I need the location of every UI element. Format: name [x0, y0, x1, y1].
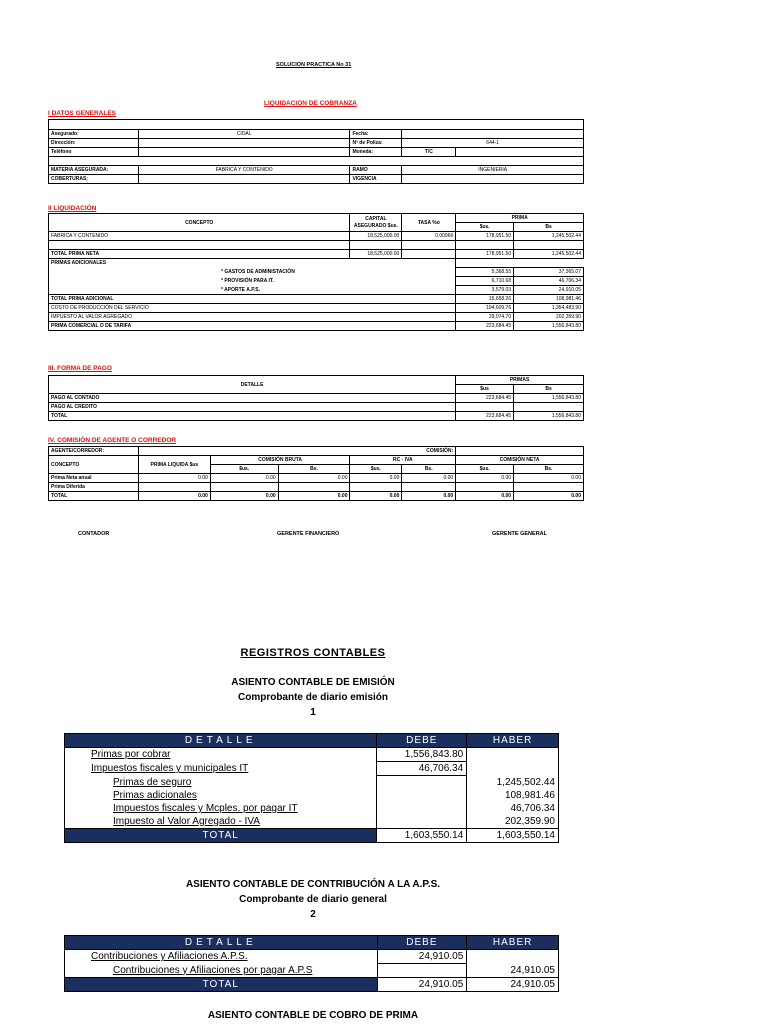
com-cell: 0.00 [210, 474, 278, 483]
telefono-label: Teléfono [49, 148, 139, 157]
fp-header-detalle: DETALLE [49, 376, 456, 394]
tc-value [456, 148, 584, 157]
account-name: Primas de seguro [113, 776, 192, 788]
liq-total-bs: 1,245,502.44 [514, 250, 584, 259]
com-cell: 0.00 [278, 474, 350, 483]
comision-label: COMISIÓN: [138, 447, 455, 456]
liq-capital: 18,525,000.00 [350, 232, 402, 241]
fp-credito-label: PAGO AL CREDITO [49, 403, 456, 412]
com-header-sus: $us. [350, 465, 402, 474]
com-header-rc: RC - IVA [350, 456, 456, 465]
com-cell [350, 483, 402, 492]
comision-table [48, 446, 584, 501]
coberturas-label: COBERTURAS: [49, 175, 139, 184]
materia-label: MATERIA ASEGURADA: [49, 166, 139, 175]
com-cell: TOTAL [49, 492, 139, 501]
com-cell: 0.00 [210, 492, 278, 501]
com-cell: 0.00 [456, 474, 514, 483]
asiento2-total-debe: 24,910.05 [377, 978, 467, 992]
liq-header-capital: CAPITAL ASEGURADO $us. [350, 214, 402, 232]
com-cell [210, 483, 278, 492]
table-row [65, 802, 559, 815]
table-row [49, 474, 584, 483]
com-header-neta: COMISIÓN NETA [456, 456, 584, 465]
fecha-label: Fecha: [350, 130, 402, 139]
liq-sus: 178,951.50 [456, 232, 514, 241]
ad-provision-label: * PROVISIÓN PARA IT. [49, 277, 456, 286]
com-cell: 0.00 [402, 474, 456, 483]
direccion-value [138, 139, 350, 148]
ad-aporte-bs: 24,910.05 [514, 286, 584, 295]
liq-header-tasa: TASA %o [402, 214, 456, 232]
prima-comercial-bs: 1,556,843.80 [514, 322, 584, 331]
asiento1-table [64, 733, 559, 843]
ad-aporte-sus: 3,579.03 [456, 286, 514, 295]
direccion-label: Dirección: [49, 139, 139, 148]
haber-value: 1,245,502.44 [467, 776, 559, 790]
asiento2-total-haber: 24,910.05 [467, 978, 559, 992]
com-cell [514, 483, 584, 492]
account-name: Impuesto al Valor Agregado - IVA [113, 816, 260, 827]
coberturas-value [138, 175, 350, 184]
asiento2-title: ASIENTO CONTABLE DE CONTRIBUCIÓN A LA A.P.S. [185, 879, 441, 890]
table-row [49, 277, 584, 286]
table-row [65, 762, 559, 776]
vigencia-value [402, 175, 584, 184]
account-name: Contribuciones y Afiliaciones por pagar A.P.S [113, 964, 313, 976]
poliza-value: 644-1 [402, 139, 584, 148]
liq-bs: 1,245,502.44 [514, 232, 584, 241]
table-row [49, 483, 584, 492]
ad-provision-sus: 6,710.68 [456, 277, 514, 286]
ad-gastos-sus: 5,368.55 [456, 268, 514, 277]
telefono-value [138, 148, 350, 157]
table-row [65, 789, 559, 802]
haber-value [467, 748, 559, 762]
materia-value: FABRICA Y CONTENIDO [138, 166, 350, 175]
fp-total-bs: 1,556,843.80 [514, 412, 584, 421]
liq-total-label: TOTAL PRIMA NETA [49, 250, 350, 259]
haber-value: 46,706.34 [467, 802, 559, 815]
signature-gerente-general: GERENTE GENERAL [492, 531, 548, 537]
total-prima-adicional-bs: 108,981.46 [514, 295, 584, 304]
section-liquidacion-heading: II LIQUIDACIÓN [48, 205, 97, 212]
debe-value: 1,556,843.80 [377, 748, 467, 762]
account-name: Impuestos fiscales y Mcples. por pagar IT [113, 803, 298, 814]
liq-header-sus: $us. [456, 223, 514, 232]
costo-produccion-sus: 194,609.76 [456, 304, 514, 313]
debe-value [377, 776, 467, 790]
fp-credito-sus [456, 403, 514, 412]
table-row [49, 268, 584, 277]
account-name: Impuestos fiscales y municipales IT [91, 763, 249, 774]
section-datos-generales-heading: I DATOS GENERALES [48, 110, 117, 117]
com-cell [138, 483, 210, 492]
section-comision-heading: IV. COMISIÓN DE AGENTE O CORREDOR [48, 437, 177, 444]
table-row [65, 748, 559, 762]
primas-adicionales-label: PRIMAS ADICIONALES [49, 259, 456, 268]
fp-header-bs: Bs [514, 385, 584, 394]
asiento1-total-debe: 1,603,550.14 [377, 829, 467, 843]
fp-total-sus: 223,684.45 [456, 412, 514, 421]
haber-value: 108,981.46 [467, 789, 559, 802]
signature-contador: CONTADOR [78, 531, 110, 537]
com-cell: 0.00 [456, 492, 514, 501]
table-row [65, 950, 559, 964]
liq-total-sus: 178,951.50 [456, 250, 514, 259]
table-row [65, 776, 559, 790]
iva-bs: 202,359.90 [514, 313, 584, 322]
fp-contado-sus: 223,684.45 [456, 394, 514, 403]
com-header-concepto: CONCEPTO [49, 456, 139, 474]
com-cell [278, 483, 350, 492]
forma-pago-table [48, 375, 584, 421]
com-cell [456, 483, 514, 492]
ad-gastos-bs: 37,365.07 [514, 268, 584, 277]
ramo-label: RAMO [350, 166, 402, 175]
account-name: Primas por cobrar [91, 749, 171, 761]
account-name: Contribuciones y Afiliaciones A.P.S. [91, 951, 248, 963]
liq-concepto: FABRICA Y CONTENIDO [49, 232, 350, 241]
total-prima-adicional-label: TOTAL PRIMA ADICIONAL [49, 295, 456, 304]
datos-generales-table [48, 119, 584, 184]
haber-value [467, 950, 559, 964]
asegurado-label: Asegurado: [49, 130, 139, 139]
tc-label: T/C [402, 148, 456, 157]
ramo-value: INGENIERIA [402, 166, 584, 175]
asiento2-subtitle: Comprobante de diario general [239, 894, 387, 905]
com-header-bs: Bs. [402, 465, 456, 474]
table-row [49, 250, 584, 259]
account-name: Primas adicionales [113, 790, 197, 801]
prima-comercial-sus: 223,684.45 [456, 322, 514, 331]
costo-produccion-bs: 1,354,483.90 [514, 304, 584, 313]
table-row [49, 403, 584, 412]
com-header-bruta: COMISIÓN BRUTA [210, 456, 350, 465]
com-cell [402, 483, 456, 492]
com-header-bs: Bs. [278, 465, 350, 474]
com-cell: 0.00 [514, 492, 584, 501]
asegurado-value: CIDAL [138, 130, 350, 139]
iva-label: IMPUESTO AL VALOR AGREGADO [49, 313, 456, 322]
total-prima-adicional-sus: 15,658.26 [456, 295, 514, 304]
agente-label: AGENTE/CORREDOR: [49, 447, 139, 456]
debe-value [377, 815, 467, 829]
debe-value [377, 789, 467, 802]
table-row [49, 232, 584, 241]
asiento1-subtitle: Comprobante de diario emisión [237, 692, 389, 703]
table-row [49, 286, 584, 295]
acc-header-detalle: DETALLE [65, 936, 378, 950]
asiento1-number: 1 [310, 707, 316, 718]
asiento2-number: 2 [310, 909, 316, 920]
com-header-sus: $us. [210, 465, 278, 474]
table-row [49, 304, 584, 313]
registros-title: REGISTROS CONTABLES [240, 647, 386, 659]
costo-produccion-label: COSTO DE PRODUCCIÓN DEL SERVICIO [49, 304, 456, 313]
asiento1-title: ASIENTO CONTABLE DE EMISIÓN [231, 677, 395, 688]
moneda-label: Moneda: [350, 148, 402, 157]
acc-header-debe: DEBE [377, 936, 467, 950]
vigencia-label: VIGENCIA [350, 175, 402, 184]
com-cell: 0.00 [138, 474, 210, 483]
com-cell: 0.00 [278, 492, 350, 501]
com-cell: Prima Neta anual [49, 474, 139, 483]
ad-provision-bs: 46,706.34 [514, 277, 584, 286]
poliza-label: Nº de Poliza: [350, 139, 402, 148]
ad-aporte-label: * APORTE A.P.S. [49, 286, 456, 295]
com-cell: 0.00 [402, 492, 456, 501]
com-cell: 0.00 [138, 492, 210, 501]
prima-comercial-label: PRIMA COMERCIAL O DE TARIFA [49, 322, 456, 331]
fp-contado-bs: 1,556,843.80 [514, 394, 584, 403]
acc-header-detalle: DETALLE [65, 734, 377, 748]
asiento1-total-label: TOTAL [65, 829, 377, 843]
signature-gerente-financiero: GERENTE FINANCIERO [277, 531, 340, 537]
asiento1-total-haber: 1,603,550.14 [467, 829, 559, 843]
doc-subtitle: LIQUIDACION DE COBRANZA [264, 100, 357, 107]
com-header-prima: PRIMA LIQUIDA $us [138, 456, 210, 474]
liq-tasa: 0.00966 [402, 232, 456, 241]
com-cell: Prima Diferida [49, 483, 139, 492]
fp-credito-bs [514, 403, 584, 412]
liquidacion-table [48, 213, 584, 331]
com-cell: 0.00 [350, 492, 402, 501]
liq-header-bs: Bs [514, 223, 584, 232]
debe-value: 46,706.34 [377, 762, 467, 776]
debe-value: 24,910.05 [377, 950, 467, 964]
asiento3-title: ASIENTO CONTABLE DE COBRO DE PRIMA [207, 1010, 419, 1021]
fp-contado-label: PAGO AL CONTADO [49, 394, 456, 403]
liq-header-concepto: CONCEPTO [49, 214, 350, 232]
liq-total-capital: 18,525,000.00 [350, 250, 402, 259]
table-row [49, 412, 584, 421]
table-row [49, 394, 584, 403]
table-row [65, 815, 559, 829]
doc-title: SOLUCION PRACTICA No 31 [276, 62, 352, 68]
table-row [49, 492, 584, 501]
table-row [49, 295, 584, 304]
asiento2-total-label: TOTAL [65, 978, 378, 992]
section-forma-pago-heading: III. FORMA DE PAGO [48, 365, 112, 372]
acc-header-debe: DEBE [377, 734, 467, 748]
com-cell: 0.00 [514, 474, 584, 483]
com-header-bs: Bs. [514, 465, 584, 474]
fecha-value [402, 130, 584, 139]
table-row [65, 964, 559, 978]
fp-header-sus: $us [456, 385, 514, 394]
com-cell: 0.00 [350, 474, 402, 483]
table-row [49, 313, 584, 322]
acc-header-haber: HABER [467, 734, 559, 748]
fp-header-primas: PRIMAS [456, 376, 584, 385]
haber-value: 202,359.90 [467, 815, 559, 829]
liq-header-prima: PRIMA [456, 214, 584, 223]
haber-value [467, 762, 559, 776]
iva-sus: 29,074.70 [456, 313, 514, 322]
debe-value [377, 964, 467, 978]
acc-header-haber: HABER [467, 936, 559, 950]
liq-total-tasa [402, 250, 456, 259]
haber-value: 24,910.05 [467, 964, 559, 978]
debe-value [377, 802, 467, 815]
asiento2-table [64, 935, 559, 992]
ad-gastos-label: * GASTOS DE ADMINISTACIÓN [49, 268, 456, 277]
fp-total-label: TOTAL [49, 412, 456, 421]
com-header-sus: $us. [456, 465, 514, 474]
table-row [49, 322, 584, 331]
